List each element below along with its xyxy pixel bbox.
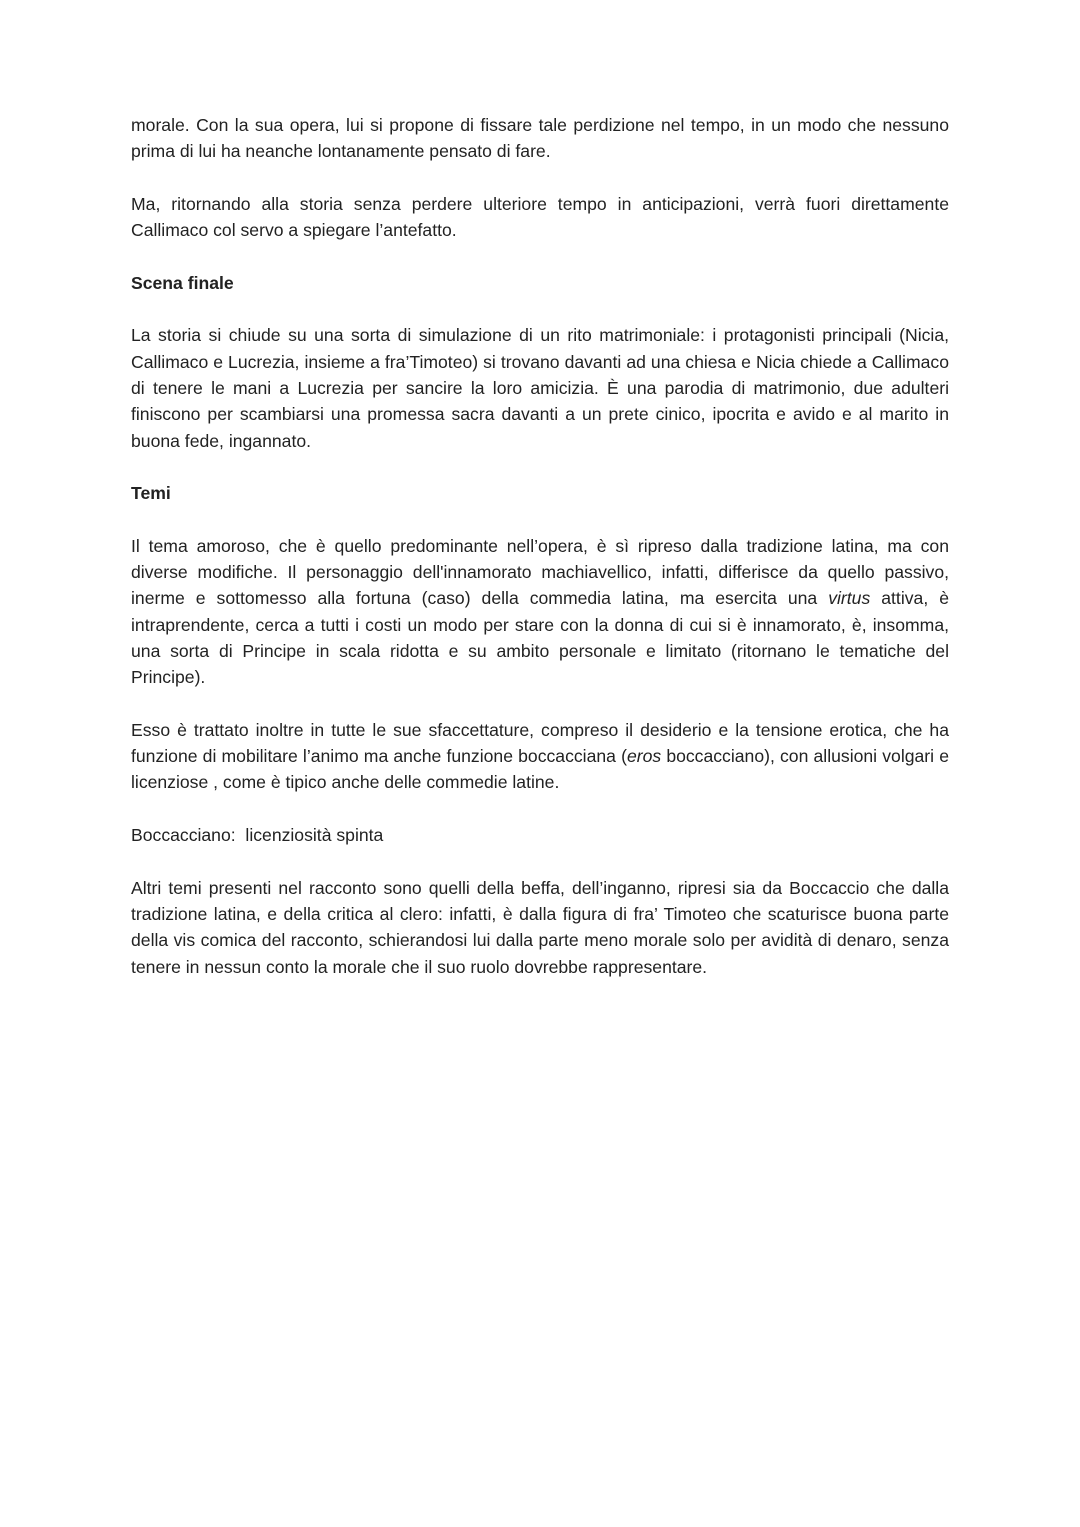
paragraph-antefatto: Ma, ritornando alla storia senza perdere ulteriore tempo in anticipazioni, verrà fuori direttamente Callimaco col servo a spiegare l’antefatto. (131, 193, 949, 241)
paragraph-intro-end: morale. Con la sua opera, lui si propone di fissare tale perdizione nel tempo, in un modo che nessuno prima di lui ha neanche lontanamente pensato di fare. (131, 115, 949, 162)
italic-term-eros: eros (626, 746, 662, 767)
text-segment: attiva, è intraprendente, cerca a tutti i costi un modo per stare con la donna di cui si è innamorato, è, insomma, una sorta di Principe in scala ridotta e su ambito personale e limitato (ritornano le tematiche del Principe). (131, 588, 949, 688)
paragraph-scena-finale: La storia si chiude su una sorta di simulazione di un rito matrimoniale: i protagonisti principali (Nicia, Callimaco e Lucrezia, insieme a fra’Timoteo) si trovano davanti ad una chiesa e Nicia chiede a Callimaco di tenere le mani a Lucrezia per sancire la loro amicizia. È una parodia di matrimonio, due adulteri finiscono per scambiarsi una promessa sacra davanti a un prete cinico, ipocrita e avido e al marito in buona fede, ingannato. (131, 325, 949, 451)
text-segment: boccacciano), con allusioni volgari e licenziose , come è tipico anche delle commedie latine. (131, 746, 949, 793)
italic-term-virtus: virtus (828, 588, 871, 609)
paragraph-tema-amoroso (131, 533, 949, 691)
paragraph-altri-temi: Altri temi presenti nel racconto sono quelli della beffa, dell’inganno, ripresi sia da Boccaccio che dalla tradizione latina, e della critica al clero: infatti, è dalla figura di fra’ Timoteo che scaturisce buona parte della vis comica del racconto, schierandosi lui dalla parte meno morale solo per avidità di denaro, senza tenere in nessun conto la morale che il suo ruolo dovrebbe rappresentare. (131, 877, 949, 977)
paragraph-boccacciano-note: Boccacciano: licenziosità spinta (131, 825, 384, 846)
document-page (131, 112, 949, 1006)
paragraph-eros (131, 717, 949, 796)
heading-scena-finale: Scena finale (131, 272, 234, 293)
heading-temi: Temi (131, 483, 171, 504)
text-segment: Esso è trattato inoltre in tutte le sue sfaccettature, compreso il desiderio e la tensione erotica, che ha funzione di mobilitare l’animo ma anche funzione boccacciana ( (131, 719, 949, 767)
text-segment: Il tema amoroso, che è quello predominante nell’opera, è sì ripreso dalla tradizione latina, ma con diverse modifiche. Il personaggio dell'innamorato machiavellico, infatti, differisce da quello passivo, inerme e sottomesso alla fortuna (caso) della commedia latina, ma esercita una (131, 535, 949, 609)
